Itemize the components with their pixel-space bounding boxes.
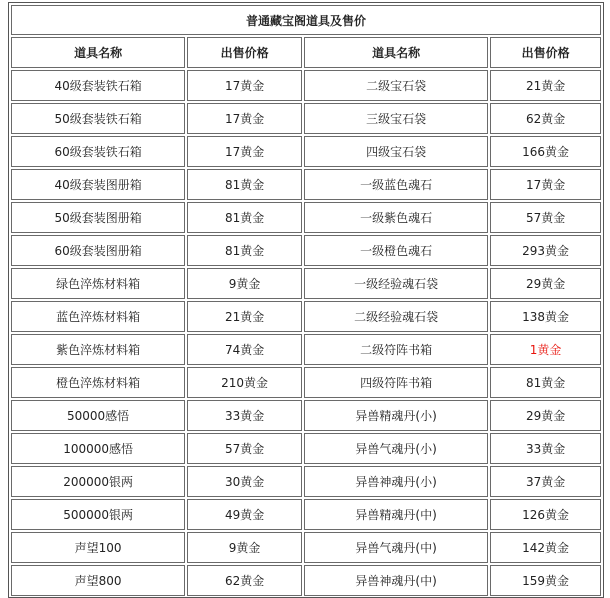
price-cell: 9黄金 — [187, 532, 302, 563]
item-name-cell: 一级紫色魂石 — [304, 202, 488, 233]
price-cell: 293黄金 — [490, 235, 601, 266]
table-title: 普通藏宝阁道具及售价 — [11, 5, 601, 35]
price-cell: 29黄金 — [490, 400, 601, 431]
table-row — [11, 169, 601, 200]
price-cell: 142黄金 — [490, 532, 601, 563]
item-name-cell: 40级套装铁石箱 — [11, 70, 185, 101]
title-row — [11, 5, 601, 35]
header-row — [11, 37, 601, 68]
table-row — [11, 334, 601, 365]
item-name-cell: 50级套装图册箱 — [11, 202, 185, 233]
price-cell: 30黄金 — [187, 466, 302, 497]
item-name-cell: 绿色淬炼材料箱 — [11, 268, 185, 299]
price-table-container — [8, 2, 604, 598]
item-name-cell: 异兽神魂丹(小) — [304, 466, 488, 497]
item-name-cell: 50000感悟 — [11, 400, 185, 431]
table-row — [11, 202, 601, 233]
price-cell: 81黄金 — [490, 367, 601, 398]
price-cell: 1黄金 — [490, 334, 601, 365]
item-name-cell: 一级橙色魂石 — [304, 235, 488, 266]
item-name-cell: 四级符阵书箱 — [304, 367, 488, 398]
table-row — [11, 367, 601, 398]
table-row — [11, 103, 601, 134]
item-name-cell: 声望100 — [11, 532, 185, 563]
header-price-2: 出售价格 — [490, 37, 601, 68]
price-cell: 17黄金 — [187, 136, 302, 167]
price-cell: 29黄金 — [490, 268, 601, 299]
table-row — [11, 301, 601, 332]
table-row — [11, 433, 601, 464]
price-cell: 210黄金 — [187, 367, 302, 398]
price-cell: 33黄金 — [490, 433, 601, 464]
price-cell: 81黄金 — [187, 169, 302, 200]
item-name-cell: 500000银两 — [11, 499, 185, 530]
header-item-name-1: 道具名称 — [11, 37, 185, 68]
table-row — [11, 499, 601, 530]
table-row — [11, 532, 601, 563]
item-name-cell: 40级套装图册箱 — [11, 169, 185, 200]
item-name-cell: 异兽气魂丹(小) — [304, 433, 488, 464]
price-cell: 159黄金 — [490, 565, 601, 596]
item-name-cell: 声望800 — [11, 565, 185, 596]
table-row — [11, 400, 601, 431]
table-body — [11, 70, 601, 596]
price-cell: 37黄金 — [490, 466, 601, 497]
price-cell: 33黄金 — [187, 400, 302, 431]
price-cell: 49黄金 — [187, 499, 302, 530]
price-cell: 17黄金 — [490, 169, 601, 200]
price-table — [9, 3, 603, 598]
item-name-cell: 四级宝石袋 — [304, 136, 488, 167]
item-name-cell: 60级套装铁石箱 — [11, 136, 185, 167]
price-cell: 166黄金 — [490, 136, 601, 167]
price-cell: 138黄金 — [490, 301, 601, 332]
price-cell: 62黄金 — [490, 103, 601, 134]
item-name-cell: 二级经验魂石袋 — [304, 301, 488, 332]
price-cell: 62黄金 — [187, 565, 302, 596]
price-cell: 126黄金 — [490, 499, 601, 530]
price-cell: 81黄金 — [187, 235, 302, 266]
price-cell: 74黄金 — [187, 334, 302, 365]
price-cell: 21黄金 — [490, 70, 601, 101]
item-name-cell: 50级套装铁石箱 — [11, 103, 185, 134]
item-name-cell: 三级宝石袋 — [304, 103, 488, 134]
table-row — [11, 235, 601, 266]
item-name-cell: 异兽精魂丹(中) — [304, 499, 488, 530]
item-name-cell: 异兽神魂丹(中) — [304, 565, 488, 596]
item-name-cell: 橙色淬炼材料箱 — [11, 367, 185, 398]
price-cell: 81黄金 — [187, 202, 302, 233]
item-name-cell: 一级蓝色魂石 — [304, 169, 488, 200]
header-price-1: 出售价格 — [187, 37, 302, 68]
item-name-cell: 蓝色淬炼材料箱 — [11, 301, 185, 332]
price-cell: 21黄金 — [187, 301, 302, 332]
item-name-cell: 一级经验魂石袋 — [304, 268, 488, 299]
price-cell: 9黄金 — [187, 268, 302, 299]
price-cell: 57黄金 — [490, 202, 601, 233]
price-cell: 17黄金 — [187, 70, 302, 101]
item-name-cell: 60级套装图册箱 — [11, 235, 185, 266]
item-name-cell: 异兽精魂丹(小) — [304, 400, 488, 431]
header-item-name-2: 道具名称 — [304, 37, 488, 68]
item-name-cell: 紫色淬炼材料箱 — [11, 334, 185, 365]
table-row — [11, 466, 601, 497]
table-row — [11, 268, 601, 299]
item-name-cell: 100000感悟 — [11, 433, 185, 464]
table-row — [11, 70, 601, 101]
table-row — [11, 136, 601, 167]
item-name-cell: 二级宝石袋 — [304, 70, 488, 101]
price-cell: 17黄金 — [187, 103, 302, 134]
item-name-cell: 200000银两 — [11, 466, 185, 497]
item-name-cell: 异兽气魂丹(中) — [304, 532, 488, 563]
item-name-cell: 二级符阵书箱 — [304, 334, 488, 365]
price-cell: 57黄金 — [187, 433, 302, 464]
table-row — [11, 565, 601, 596]
